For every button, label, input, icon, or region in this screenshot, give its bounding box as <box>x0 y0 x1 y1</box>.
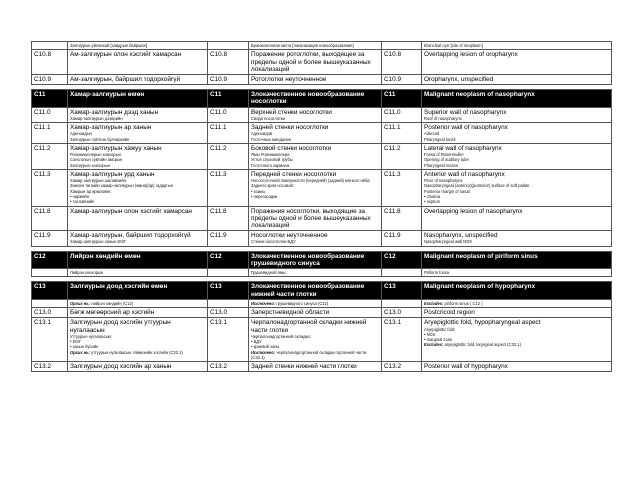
cell-code-en <box>382 42 422 50</box>
cell-text-mn <box>68 169 208 206</box>
cell-code-en <box>382 107 422 123</box>
cell-text-mn <box>68 299 208 307</box>
cell-main-text: C12 <box>210 252 222 260</box>
cell-main-text: C11.9 <box>34 232 51 240</box>
cell-main-text: C13.0 <box>384 309 402 317</box>
exclusion-note <box>251 301 379 306</box>
cell-sub-text: Ямы Розенмюллера <box>251 152 290 158</box>
cell-main-text: Хамар-залгиурын, байршил тодорхойгүй <box>70 232 191 240</box>
cell-text-en <box>422 74 612 84</box>
cell-text-ru <box>249 107 382 123</box>
exclusion-note <box>424 301 609 306</box>
cell-main-text: Malignant neoplasm of hypopharynx <box>424 283 536 291</box>
cell-main-text: Malignant neoplasm of piriform sinus <box>424 252 538 260</box>
cell-sub-text: Nasopharyngeal (anterior)(posterior) surface of soft palate <box>424 183 530 189</box>
cell-text-mn <box>68 251 208 268</box>
table-row <box>32 50 612 75</box>
cell-main-text: C11 <box>34 91 46 99</box>
cell-code-mn <box>32 107 68 123</box>
cell-sub-text: Залгиурын хонхорын <box>70 162 110 168</box>
cell-sub-text: • БДУ <box>251 339 262 345</box>
cell-code-en <box>382 282 422 299</box>
cell-sub-text: Устья слуховой трубы <box>251 157 293 163</box>
cell-main-text: C12 <box>384 252 396 260</box>
cell-sub-text: Стенки носоглотки БДУ <box>251 239 296 245</box>
cell-text-mn <box>68 42 208 50</box>
cell-text-en <box>422 50 612 75</box>
cell-text-ru <box>249 251 382 268</box>
exclusion-text: грушевидного синуса (C12) <box>275 300 329 306</box>
cell-text-en <box>422 206 612 231</box>
cell-text-en <box>422 318 612 362</box>
cell-text-ru <box>249 143 382 169</box>
cell-sub-text: Piriform fossa <box>424 270 450 276</box>
cell-text-en <box>422 107 612 123</box>
exclusion-note <box>70 301 205 306</box>
cell-code-mn <box>32 143 68 169</box>
cell-sub-text: Aryepiglottic fold: <box>424 326 456 332</box>
cell-sub-text: Сонсголын сувгийн амсрын <box>70 157 123 163</box>
cell-sub-text: Floor of nasopharynx <box>424 178 463 184</box>
cell-text-ru <box>249 206 382 231</box>
cell-text-en <box>422 308 612 318</box>
cell-main-text: Черпалонадгортанной складки нижней части глотки <box>251 319 367 334</box>
cell-main-text: C13.1 <box>34 319 52 327</box>
cell-code-en <box>382 206 422 231</box>
cell-main-text: C13.1 <box>384 319 402 327</box>
cell-sub-text: Залгиурын гүйлсэн булчирхайн <box>70 136 130 142</box>
cell-code-en <box>382 318 422 362</box>
cell-text-mn <box>68 206 208 231</box>
cell-text-ru <box>249 74 382 84</box>
cell-text-en <box>422 269 612 277</box>
cell-main-text: Залгиурын доод хэсгийн ар ханын <box>70 363 172 371</box>
cell-text-mn <box>68 231 208 247</box>
cell-main-text: C13.0 <box>34 309 52 317</box>
cell-text-en <box>422 251 612 268</box>
exclusion-text: piriform sinus ( C12 ) <box>443 300 483 306</box>
exclusion-note <box>424 342 609 347</box>
exclusion-label: Исключено: <box>251 300 276 306</box>
cell-text-ru <box>249 299 382 307</box>
table-row <box>32 299 612 307</box>
cell-main-text: C11.8 <box>210 207 227 215</box>
cell-sub-text: • таславчийн <box>70 199 95 205</box>
cell-code-ru <box>208 282 249 299</box>
cell-main-text: C11.1 <box>384 124 401 132</box>
cell-code-ru <box>208 251 249 268</box>
cell-code-ru <box>208 362 249 372</box>
cell-main-text: C11.2 <box>210 144 227 152</box>
category-header-row <box>32 282 612 299</box>
cell-sub-text: Nasopharyngeal wall NOS <box>424 239 473 245</box>
cell-sub-text: Аденоидов <box>251 131 273 137</box>
cell-main-text: C11.9 <box>210 232 227 240</box>
table-row <box>32 206 612 231</box>
cell-text-en <box>422 169 612 206</box>
cell-text-en <box>422 231 612 247</box>
cell-main-text: C13 <box>384 283 396 291</box>
table-row <box>32 42 612 50</box>
exclusion-label: Excludes: <box>424 342 444 348</box>
cell-code-mn <box>32 299 68 307</box>
cell-sub-text: Аденоидын <box>70 131 92 137</box>
cell-text-ru <box>249 123 382 144</box>
cell-code-en <box>382 251 422 268</box>
cell-text-ru <box>249 282 382 299</box>
cell-sub-text: • краевой зоны <box>251 344 280 350</box>
cell-main-text: Носоглотки неуточненное <box>251 232 328 240</box>
cell-text-en <box>422 90 612 107</box>
cell-code-en <box>382 90 422 107</box>
cell-main-text: C11.9 <box>384 232 401 240</box>
cell-sub-text: Pharyngeal recess <box>424 162 458 168</box>
cell-main-text: Ам-залгиурын олон хэсгийг хамарсан <box>70 51 182 59</box>
cell-code-ru <box>208 308 249 318</box>
cell-text-ru <box>249 42 382 50</box>
cell-code-en <box>382 50 422 75</box>
cell-code-ru <box>208 42 249 50</box>
cell-sub-text: • перегородки <box>251 194 278 199</box>
cell-sub-text: • septum <box>424 199 440 205</box>
cell-main-text: Lateral wall of nasopharynx <box>424 144 502 152</box>
cell-main-text: Боковой стенки носоглотки <box>251 144 332 152</box>
cell-sub-text: Posterior margin of nasal: <box>424 188 471 194</box>
cell-main-text: Postcricoid region <box>424 309 475 317</box>
cell-main-text: C13.2 <box>34 363 52 371</box>
cell-text-mn <box>68 90 208 107</box>
cell-main-text: Ам-залгиурын, байршил тодорхойгүй <box>70 75 181 83</box>
cell-main-text: C11.2 <box>384 144 401 152</box>
cell-main-text: C13.2 <box>384 363 402 371</box>
category-header-row <box>32 90 612 107</box>
cell-text-mn <box>68 308 208 318</box>
cell-main-text: Anterior wall of nasopharynx <box>424 170 505 178</box>
cell-main-text: Задней стенки нижней части глотки <box>251 363 357 371</box>
exclusion-text: aryepiglottic fold, laryngeal aspect (C32.1) <box>443 342 521 348</box>
cell-main-text: Superior wall of nasopharynx <box>424 108 507 116</box>
cell-sub-text: Глоточного кармана <box>251 162 290 168</box>
exclusion-label: Исключено: <box>251 349 276 355</box>
cell-sub-text: Черпалонадгортанной складки: <box>251 333 311 339</box>
cell-main-text: C10.8 <box>34 51 52 59</box>
cell-main-text: C12 <box>34 252 46 260</box>
table-row <box>32 123 612 144</box>
cell-code-mn <box>32 269 68 277</box>
cell-sub-text: Утгуурын нугалаасын: <box>70 333 112 339</box>
cell-code-mn <box>32 231 68 247</box>
cell-code-en <box>382 308 422 318</box>
cell-code-mn <box>32 206 68 231</box>
cell-main-text: C11 <box>384 91 396 99</box>
cell-main-text: C13.2 <box>210 363 228 371</box>
cell-main-text: C10.9 <box>34 75 52 83</box>
cell-sub-text: Лийрэн хонхорын <box>70 270 104 276</box>
cell-sub-text: Хамар-залгиурын ханын ӨЭГ <box>70 239 126 245</box>
cell-sub-text: • marginal zone <box>424 337 453 343</box>
cell-code-mn <box>32 362 68 372</box>
cell-sub-text: Fossa of Rosenmuller <box>424 152 464 158</box>
cell-main-text: Хамар-залгиурын олон хэсгийг хамарсан <box>70 207 192 215</box>
cell-main-text: Posterior wall of hypopharynx <box>424 363 508 371</box>
cell-main-text: C10.9 <box>384 75 402 83</box>
cell-text-en <box>422 299 612 307</box>
exclusion-note <box>251 350 379 361</box>
cell-main-text: C13.1 <box>210 319 228 327</box>
cell-code-ru <box>208 318 249 362</box>
cell-main-text: Ротоглотки неуточненное <box>251 75 327 83</box>
cell-code-ru <box>208 299 249 307</box>
cell-code-mn <box>32 74 68 84</box>
cell-sub-text: Носоглоточной поверхности (передней) (задней) мягкого нёба <box>251 178 370 184</box>
cell-sub-text: Грушевидной ямы <box>251 270 286 276</box>
cell-code-mn <box>32 308 68 318</box>
cell-code-mn <box>32 169 68 206</box>
cell-sub-text: Заднего края носовой: <box>251 183 294 189</box>
exclusion-label: Орхих нь: <box>70 300 91 306</box>
icd-code-table <box>31 41 612 372</box>
cell-main-text: Posterior wall of nasopharynx <box>424 124 508 132</box>
cell-text-ru <box>249 50 382 75</box>
cell-text-ru <box>249 318 382 362</box>
cell-main-text: Залгиурын доод хэсгийн өмөн <box>70 283 168 291</box>
cell-code-ru <box>208 50 249 75</box>
cell-text-ru <box>249 90 382 107</box>
cell-sub-text: • хоаны <box>251 188 266 194</box>
table-row <box>32 107 612 123</box>
cell-main-text: Хамар-залгиурын өмөн <box>70 91 145 99</box>
cell-code-ru <box>208 269 249 277</box>
table-row <box>32 318 612 362</box>
cell-sub-text: Залгиурын уйланхай [хавдрын байршил] <box>70 43 148 48</box>
exclusion-text: утгуурын нугалаасын төвөнхийн хэсгийн (C32.1) <box>90 349 183 355</box>
cell-main-text: Nasopharynx, unspecified <box>424 232 498 240</box>
cell-main-text: Верхней стенки носоглотки <box>251 108 332 116</box>
cell-sub-text: Зөөлөн тагнайн хамар-залгиурын (өмнө)(ар) гадаргын <box>70 183 173 189</box>
cell-code-ru <box>208 90 249 107</box>
cell-sub-text: • захын бүсийн <box>70 344 99 350</box>
cell-text-mn <box>68 74 208 84</box>
cell-sub-text: Branchial cyst [site of neoplasm] <box>424 43 483 48</box>
cell-main-text: Overlapping lesion of nasopharynx <box>424 207 523 215</box>
cell-code-ru <box>208 74 249 84</box>
cell-main-text: Хамар-залгиурын дээд ханын <box>70 108 159 116</box>
cell-main-text: C11 <box>210 91 222 99</box>
cell-main-text: C11.8 <box>34 207 51 215</box>
cell-main-text: Overlapping lesion of oropharynx <box>424 51 518 59</box>
cell-code-en <box>382 143 422 169</box>
cell-code-en <box>382 231 422 247</box>
table-row <box>32 231 612 247</box>
cell-sub-text: Свода носоглотки <box>251 115 285 121</box>
cell-sub-text: Хамар-залгиурын шалавчийн <box>70 178 126 184</box>
cell-sub-text: • NOS <box>424 331 436 337</box>
cell-sub-text: Хамар-залгиурын дээврийн <box>70 115 123 121</box>
cell-main-text: C11.0 <box>384 108 401 116</box>
cell-main-text: C11.3 <box>210 170 227 178</box>
cell-main-text: Лийрэн хөндийн өмөн <box>70 252 141 260</box>
cell-text-mn <box>68 50 208 75</box>
table-row <box>32 362 612 372</box>
cell-code-ru <box>208 169 249 206</box>
cell-code-mn <box>32 282 68 299</box>
cell-main-text: Заперстневидной области <box>251 309 330 317</box>
cell-main-text: Aryepiglottic fold, hypopharyngeal aspect <box>424 319 541 327</box>
cell-text-ru <box>249 231 382 247</box>
cell-main-text: Поражения носоглотки, выходящие за пределы одной и более вышеуказанных локализаций <box>251 207 371 229</box>
cell-text-mn <box>68 362 208 372</box>
cell-sub-text: Opening of auditory tube <box>424 157 469 163</box>
cell-text-en <box>422 42 612 50</box>
cell-main-text: C11.3 <box>34 170 51 178</box>
exclusion-text: черпалонадгортанной складки гортанной части (C32.1) <box>251 349 367 360</box>
cell-main-text: C13 <box>210 283 222 291</box>
cell-sub-text: Adenoid <box>424 131 440 137</box>
cell-sub-text: Розенмюллерын хонхорын <box>70 152 121 158</box>
cell-text-mn <box>68 318 208 362</box>
cell-code-mn <box>32 50 68 75</box>
cell-sub-text: • наржийн <box>70 194 89 199</box>
cell-main-text: Хамар-залгиурын ар ханын <box>70 124 152 132</box>
table-row <box>32 308 612 318</box>
cell-code-ru <box>208 231 249 247</box>
cell-sub-text: Roof of nasopharynx <box>424 115 462 121</box>
cell-main-text: Oropharynx, unspecified <box>424 75 494 83</box>
cell-main-text: C11.8 <box>384 207 401 215</box>
cell-sub-text: Бранхиогенная киста [локализация новообразования] <box>251 43 354 48</box>
cell-sub-text: • choana <box>424 194 441 199</box>
cell-code-ru <box>208 107 249 123</box>
cell-main-text: C11.1 <box>210 124 227 132</box>
table-row <box>32 143 612 169</box>
cell-main-text: Поражение ротоглотки, выходящее за пределы одной и более вышеуказанных локализаций <box>251 51 371 73</box>
cell-main-text: Злокачественное новообразование грушевидного синуса <box>251 252 365 267</box>
cell-sub-text: Глоточных миндалин <box>251 136 292 142</box>
cell-code-en <box>382 123 422 144</box>
cell-text-en <box>422 143 612 169</box>
cell-code-en <box>382 362 422 372</box>
cell-main-text: Задней стенки носоглотки <box>251 124 329 132</box>
cell-code-mn <box>32 123 68 144</box>
table-row <box>32 169 612 206</box>
cell-code-en <box>382 269 422 277</box>
cell-code-en <box>382 169 422 206</box>
cell-code-ru <box>208 123 249 144</box>
cell-main-text: C10.9 <box>210 75 228 83</box>
cell-main-text: C10.8 <box>384 51 402 59</box>
cell-code-mn <box>32 90 68 107</box>
cell-text-mn <box>68 282 208 299</box>
category-header-row <box>32 251 612 268</box>
cell-text-mn <box>68 143 208 169</box>
cell-text-en <box>422 362 612 372</box>
cell-code-mn <box>32 318 68 362</box>
cell-text-ru <box>249 362 382 372</box>
cell-main-text: Передней стенки носоглотки <box>251 170 337 178</box>
cell-sub-text: • ӨЭГ <box>70 339 81 345</box>
cell-main-text: C11.2 <box>34 144 51 152</box>
cell-code-en <box>382 299 422 307</box>
cell-text-ru <box>249 169 382 206</box>
cell-main-text: Злокачественное новообразование носоглотки <box>251 91 365 106</box>
cell-main-text: Хамар-залгиурын урд ханын <box>70 170 155 178</box>
cell-code-en <box>382 74 422 84</box>
cell-text-ru <box>249 308 382 318</box>
cell-text-mn <box>68 269 208 277</box>
cell-main-text: C11.3 <box>384 170 401 178</box>
cell-main-text: C13 <box>34 283 46 291</box>
exclusion-note <box>70 350 205 355</box>
cell-text-en <box>422 282 612 299</box>
exclusion-text: лийрэн хөндийн (C12) <box>90 300 134 306</box>
cell-sub-text: Pharyngeal tonsil <box>424 136 456 142</box>
cell-text-mn <box>68 123 208 144</box>
cell-text-ru <box>249 269 382 277</box>
cell-text-mn <box>68 107 208 123</box>
cell-main-text: Залгиурын доод хэсгийн утгуурын нугалаасын <box>70 319 171 334</box>
cell-code-ru <box>208 206 249 231</box>
table-body <box>32 42 612 372</box>
cell-code-ru <box>208 143 249 169</box>
cell-main-text: C11.0 <box>210 108 227 116</box>
cell-main-text: Бөгж мөгөөрсний ар хэсгийн <box>70 309 155 317</box>
cell-main-text: C13.0 <box>210 309 228 317</box>
cell-code-mn <box>32 42 68 50</box>
table-row <box>32 74 612 84</box>
cell-main-text: C10.8 <box>210 51 228 59</box>
cell-main-text: Злокачественное новообразование нижней части глотки <box>251 283 365 298</box>
cell-text-en <box>422 123 612 144</box>
cell-main-text: Хамар-залгиурын хажуу ханын <box>70 144 162 152</box>
exclusion-label: Орхих нь: <box>70 349 91 355</box>
exclusion-label: Excludes: <box>424 300 444 306</box>
cell-main-text: Malignant neoplasm of nasopharynx <box>424 91 535 99</box>
cell-main-text: C11.1 <box>34 124 51 132</box>
cell-main-text: C11.0 <box>34 108 51 116</box>
table-row <box>32 269 612 277</box>
cell-sub-text: Хамрын ар ирмэгийн: <box>70 188 112 194</box>
cell-code-mn <box>32 251 68 268</box>
